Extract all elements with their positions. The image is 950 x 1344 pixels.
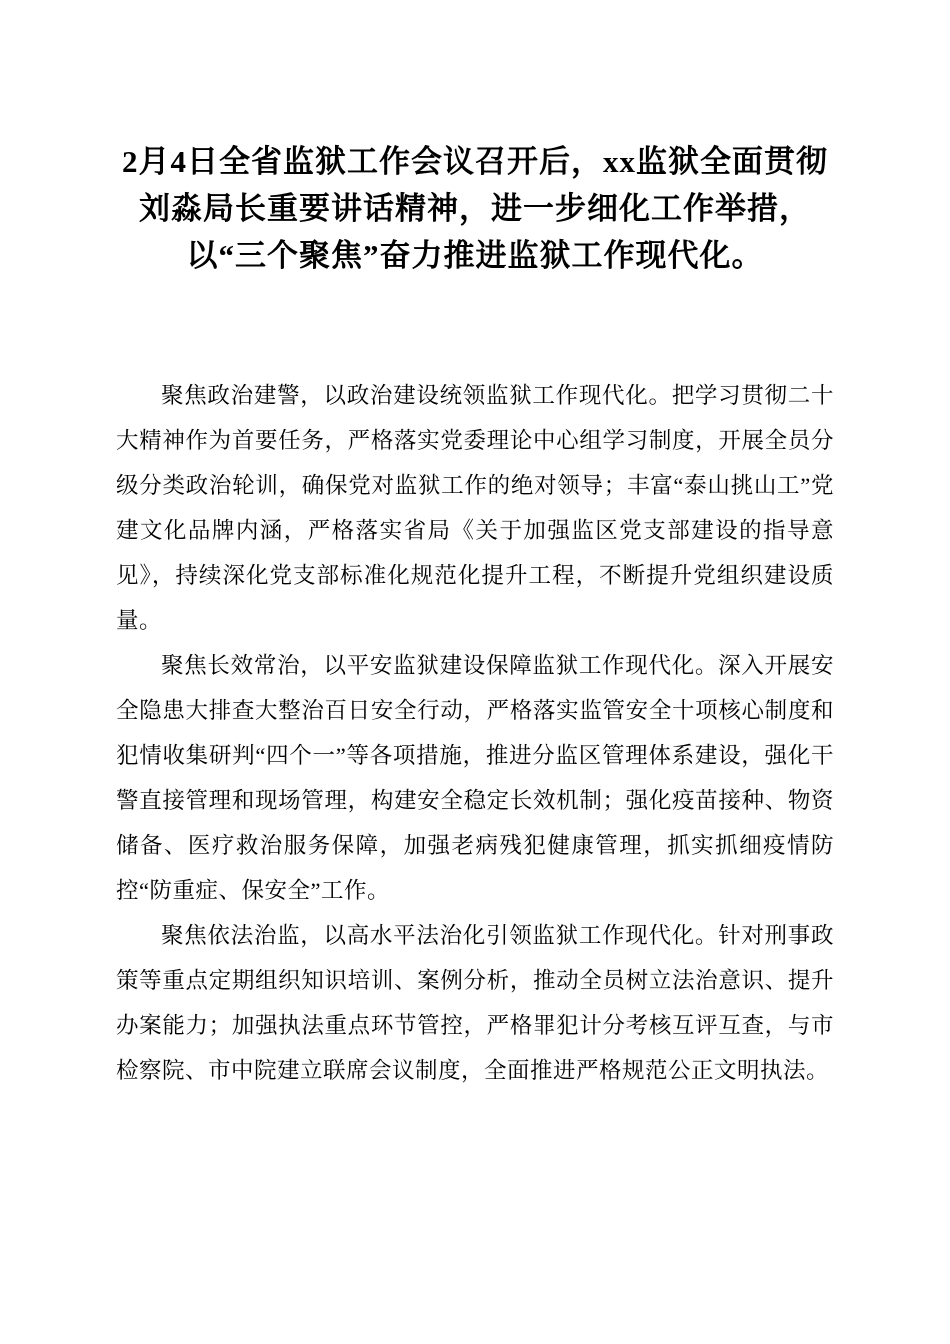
paragraph: 聚焦依法治监，以高水平法治化引领监狱工作现代化。针对刑事政策等重点定期组织知识培训、案例分析，推动全员树立法治意识、提升办案能力；加强执法重点环节管控，严格罪犯计分考核互评互查，与市检察院、市中院建立联席会议制度，全面推进严格规范公正文明执法。 bbox=[116, 923, 834, 1084]
document-body bbox=[116, 373, 834, 1093]
document-title: 2月4日全省监狱工作会议召开后，xx监狱全面贯彻刘淼局长重要讲话精神，进一步细化工作举措，以“三个聚焦”奋力推进监狱工作现代化。 bbox=[122, 144, 828, 274]
paragraph: 聚焦长效常治，以平安监狱建设保障监狱工作现代化。深入开展安全隐患大排查大整治百日安全行动，严格落实监管安全十项核心制度和犯情收集研判“四个一”等各项措施，推进分监区管理体系建设，强化干警直接管理和现场管理，构建安全稳定长效机制；强化疫苗接种、物资储备、医疗救治服务保障，加强老病残犯健康管理，抓实抓细疫情防控“防重症、保安全”工作。 bbox=[116, 653, 834, 904]
paragraph: 聚焦政治建警，以政治建设统领监狱工作现代化。把学习贯彻二十大精神作为首要任务，严格落实党委理论中心组学习制度，开展全员分级分类政治轮训，确保党对监狱工作的绝对领导；丰富“泰山挑山工”党建文化品牌内涵，严格落实省局《关于加强监区党支部建设的指导意见》，持续深化党支部标准化规范化提升工程，不断提升党组织建设质量。 bbox=[116, 383, 834, 634]
